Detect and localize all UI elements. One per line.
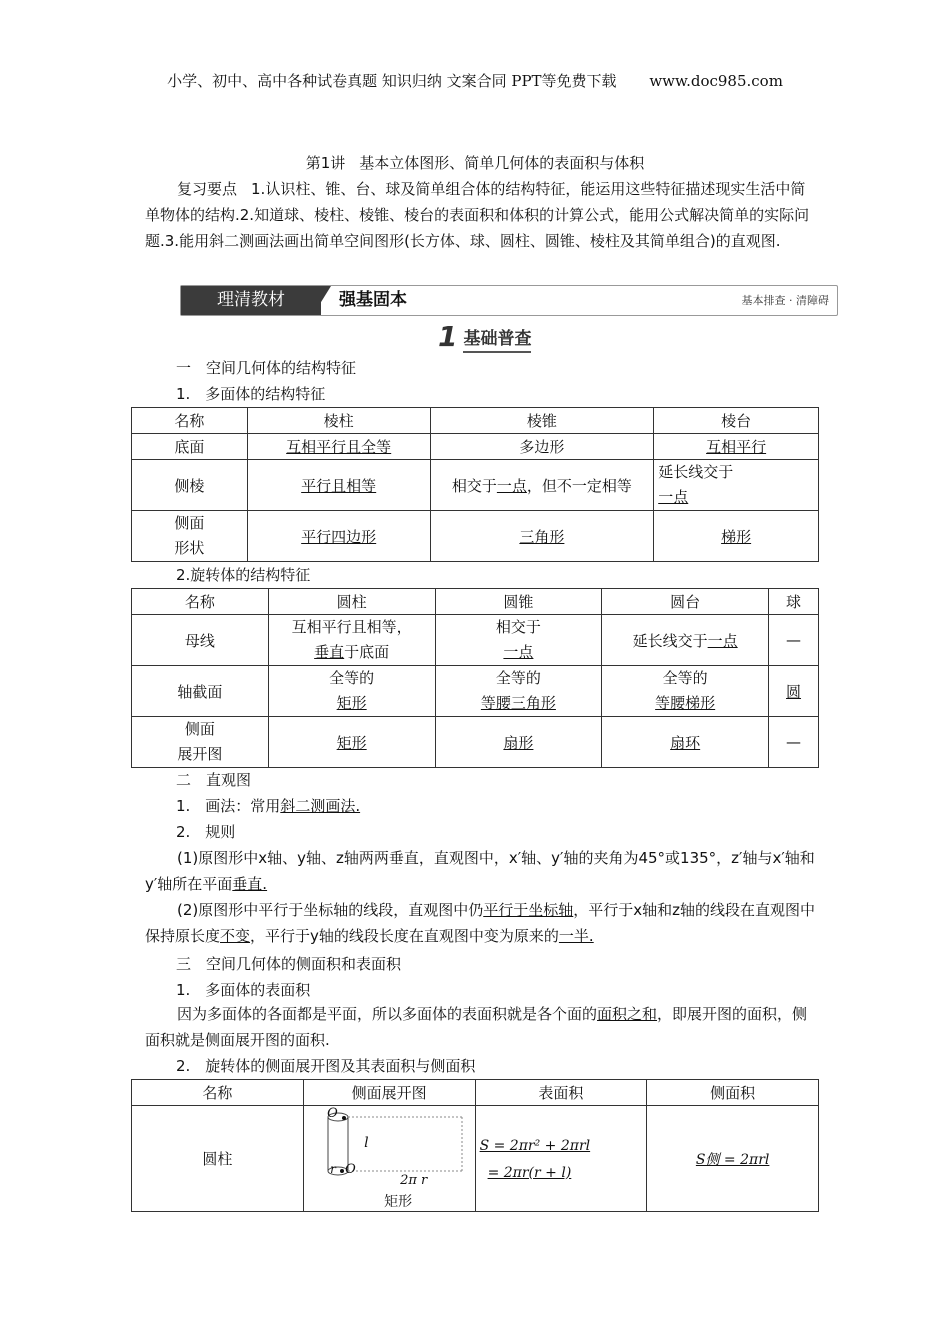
row-label: 侧面 形状 xyxy=(132,511,248,562)
table-cell: 延长线交于 一点 xyxy=(654,460,819,511)
table-cell: 全等的 等腰梯形 xyxy=(602,666,769,717)
table-cell: 相交于一点，但不一定相等 xyxy=(430,460,654,511)
table-cell: — xyxy=(769,717,819,768)
polyhedron-table xyxy=(131,407,819,562)
table-row xyxy=(132,460,819,511)
section-3-title: 三 空间几何体的侧面积和表面积 xyxy=(176,955,402,973)
table-row xyxy=(132,511,819,562)
lecture-number: 第1讲 xyxy=(305,154,346,172)
table-cell: 扇形 xyxy=(435,717,602,768)
rule-2: (2)原图形中平行于坐标轴的线段，直观图中仍平行于坐标轴，平行于x轴和z轴的线段在直观图中保持原长度不变，平行于y轴的线段长度在直观图中变为原来的一半. xyxy=(145,901,816,945)
basic-review-badge xyxy=(438,320,532,353)
table-cell: 梯形 xyxy=(654,511,819,562)
row-label: 圆柱 xyxy=(132,1106,304,1212)
lecture-title xyxy=(0,152,950,173)
table-header: 侧面积 xyxy=(647,1080,819,1106)
row-label: 母线 xyxy=(132,615,269,666)
table-header: 名称 xyxy=(132,589,269,615)
table-cell: 互相平行且全等 xyxy=(247,434,430,460)
lateral-area-cell: S侧 = 2πrl xyxy=(647,1106,819,1212)
fig-label-l: l xyxy=(364,1134,369,1151)
table-row xyxy=(132,1106,819,1212)
table-cell: 互相平行 xyxy=(654,434,819,460)
table-cell: 三角形 xyxy=(430,511,654,562)
fig-label-O-top: O xyxy=(327,1105,338,1121)
section-2-item1: 1. 画法：常用斜二测画法. xyxy=(176,797,361,815)
fig-label-r: r xyxy=(330,1161,336,1176)
table-cell: 扇环 xyxy=(602,717,769,768)
cylinder-net-figure xyxy=(303,1106,475,1212)
table-cell: 延长线交于一点 xyxy=(602,615,769,666)
banner-title: 理清教材 xyxy=(181,286,321,315)
table-row xyxy=(132,615,819,666)
row-label: 侧棱 xyxy=(132,460,248,511)
table-header: 棱台 xyxy=(654,408,819,434)
table-cell: 圆 xyxy=(769,666,819,717)
table-header: 名称 xyxy=(132,408,248,434)
header-site[interactable]: www.doc985.com xyxy=(649,72,783,90)
surface-area-cell: S = 2πr² + 2πrl = 2πr(r + l) xyxy=(475,1106,647,1212)
section-1-title: 一 空间几何体的结构特征 xyxy=(176,359,357,377)
section-2-title: 二 直观图 xyxy=(176,771,252,789)
table-cell: 全等的 等腰三角形 xyxy=(435,666,602,717)
table-header: 表面积 xyxy=(475,1080,647,1106)
banner-wedge xyxy=(313,286,331,315)
table-row xyxy=(132,666,819,717)
fig-label-O-bottom: O xyxy=(345,1161,356,1177)
page-header xyxy=(0,70,950,91)
table-header: 球 xyxy=(769,589,819,615)
table-header: 棱柱 xyxy=(247,408,430,434)
table-cell: 多边形 xyxy=(430,434,654,460)
header-text: 小学、初中、高中各种试卷真题 知识归纳 文案合同 PPT等免费下载 xyxy=(167,72,617,90)
table-header: 圆锥 xyxy=(435,589,602,615)
table-header: 圆台 xyxy=(602,589,769,615)
section-1-sub2: 2.旋转体的结构特征 xyxy=(176,566,311,584)
table-header: 侧面展开图 xyxy=(303,1080,475,1106)
table-row xyxy=(132,717,819,768)
review-points-text: 1.认识柱、锥、台、球及简单组合体的结构特征，能运用这些特征描述现实生活中简单物体的结构.2.知道球、棱柱、棱锥、棱台的表面积和体积的计算公式，能用公式解决简单的实际问题.3.能用斜二测画法画出简单空间图形(长方体、球、圆柱、圆锥、棱柱及其简单组合)的直观图. xyxy=(145,180,810,250)
lecture-title-text: 基本立体图形、简单几何体的表面积与体积 xyxy=(359,154,645,172)
review-points xyxy=(145,176,817,254)
banner-right-note: 基本排查 · 清障碍 xyxy=(741,294,829,307)
polyhedron-surface-text: 因为多面体的各面都是平面，所以多面体的表面积就是各个面的面积之和，即展开图的面积，侧面积就是侧面展开图的面积. xyxy=(145,1005,808,1049)
table-cell: 平行四边形 xyxy=(247,511,430,562)
rotation-body-table xyxy=(131,588,819,768)
badge-text: 基础普查 xyxy=(463,329,531,353)
table-row xyxy=(132,434,819,460)
section-3-item1: 1. 多面体的表面积 xyxy=(176,981,311,999)
section-banner xyxy=(180,285,838,316)
rule-1: (1)原图形中x轴、y轴、z轴两两垂直，直观图中，x′轴、y′轴的夹角为45°或135°，z′轴与x′轴和y′轴所在平面垂直. xyxy=(145,849,815,893)
row-label: 轴截面 xyxy=(132,666,269,717)
surface-area-table xyxy=(131,1079,819,1212)
section-2-item2: 2. 规则 xyxy=(176,823,236,841)
table-cell: 全等的 矩形 xyxy=(268,666,435,717)
table-header: 名称 xyxy=(132,1080,304,1106)
row-label: 底面 xyxy=(132,434,248,460)
section-3-item2: 2. 旋转体的侧面展开图及其表面积与侧面积 xyxy=(176,1057,476,1075)
fig-label-2pir: 2π r xyxy=(400,1172,428,1188)
table-cell: 平行且相等 xyxy=(247,460,430,511)
table-cell: 矩形 xyxy=(268,717,435,768)
section-1-sub1: 1. 多面体的结构特征 xyxy=(176,385,326,403)
row-label: 侧面 展开图 xyxy=(132,717,269,768)
table-cell: — xyxy=(769,615,819,666)
table-cell: 互相平行且相等， 垂直于底面 xyxy=(268,615,435,666)
badge-number: 1 xyxy=(438,320,458,353)
table-header: 圆柱 xyxy=(268,589,435,615)
banner-subtitle: 强基固本 xyxy=(339,290,407,310)
review-points-label: 复习要点 xyxy=(177,180,238,198)
fig-caption: 矩形 xyxy=(384,1193,413,1210)
table-cell: 相交于 一点 xyxy=(435,615,602,666)
table-header: 棱锥 xyxy=(430,408,654,434)
